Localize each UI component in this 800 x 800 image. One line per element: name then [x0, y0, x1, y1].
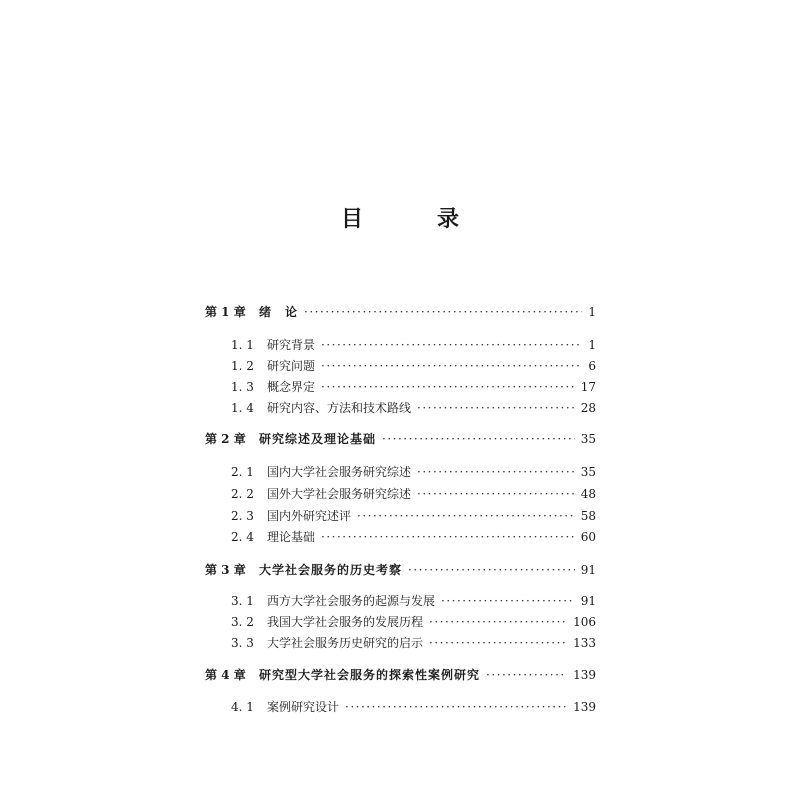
toc-title: 国外大学社会服务研究综述	[267, 487, 412, 501]
leader-dots	[417, 463, 575, 481]
toc-number: 2. 2	[231, 487, 254, 501]
toc-section-3-1[interactable]	[231, 592, 596, 610]
leader-dots	[321, 528, 575, 546]
toc-page-number: 133	[573, 636, 596, 650]
toc-number: 1. 1	[231, 338, 254, 352]
toc-section-1-3[interactable]	[231, 378, 596, 396]
leader-dots	[321, 378, 575, 396]
toc-chapter-4[interactable]	[205, 666, 596, 684]
leader-dots	[429, 634, 567, 652]
toc-section-1-1[interactable]	[231, 336, 596, 354]
toc-page-number: 1	[588, 338, 596, 352]
toc-title: 案例研究设计	[267, 700, 340, 714]
page-title: 目 录	[340, 206, 485, 232]
toc-number: 3. 3	[231, 636, 254, 650]
toc-number: 1. 2	[231, 359, 254, 373]
toc-number: 第 3 章	[205, 563, 246, 577]
toc-number: 第 4 章	[205, 668, 246, 682]
toc-page-number: 106	[573, 615, 596, 629]
leader-dots	[417, 399, 575, 417]
toc-page-number: 28	[580, 401, 596, 415]
toc-number: 第 2 章	[205, 432, 246, 446]
toc-page-number: 139	[573, 668, 596, 682]
toc-number: 1. 3	[231, 380, 254, 394]
toc-section-2-2[interactable]	[231, 485, 596, 503]
toc-title: 西方大学社会服务的起源与发展	[267, 594, 436, 608]
leader-dots	[441, 592, 575, 610]
toc-title: 研究内容、方法和技术路线	[267, 401, 412, 415]
toc-number: 第 1 章	[205, 305, 246, 319]
toc-chapter-1[interactable]	[205, 303, 596, 321]
leader-dots	[321, 357, 582, 375]
toc-section-2-4[interactable]	[231, 528, 596, 546]
leader-dots	[408, 561, 575, 579]
leader-dots	[382, 430, 575, 448]
toc-chapter-3[interactable]	[205, 561, 596, 579]
toc-title: 概念界定	[267, 380, 316, 394]
toc-title: 国内大学社会服务研究综述	[267, 465, 412, 479]
toc-page-number: 17	[580, 380, 596, 394]
toc-title: 大学社会服务的历史考察	[259, 563, 403, 577]
toc-title: 绪 论	[259, 305, 299, 319]
toc-title: 研究型大学社会服务的探索性案例研究	[259, 668, 481, 682]
toc-section-2-1[interactable]	[231, 463, 596, 481]
toc-title: 大学社会服务历史研究的启示	[267, 636, 424, 650]
toc-section-2-3[interactable]	[231, 507, 596, 525]
leader-dots	[357, 507, 575, 525]
leader-dots	[321, 336, 582, 354]
leader-dots	[486, 666, 567, 684]
toc-section-3-2[interactable]	[231, 613, 596, 631]
leader-dots	[304, 303, 582, 321]
toc-title: 研究问题	[267, 359, 316, 373]
toc-page-number: 91	[580, 563, 596, 577]
toc-chapter-2[interactable]	[205, 430, 596, 448]
toc-page-number: 6	[588, 359, 596, 373]
toc-number: 2. 4	[231, 530, 254, 544]
toc-section-1-2[interactable]	[231, 357, 596, 375]
leader-dots	[345, 698, 567, 716]
toc-title: 我国大学社会服务的发展历程	[267, 615, 424, 629]
toc-section-4-1[interactable]	[231, 698, 596, 716]
toc-page-number: 91	[580, 594, 596, 608]
toc-title: 国内外研究述评	[267, 509, 352, 523]
toc-number: 3. 1	[231, 594, 254, 608]
toc-page-number: 35	[580, 432, 596, 446]
toc-number: 1. 4	[231, 401, 254, 415]
toc-title: 研究背景	[267, 338, 316, 352]
toc-section-3-3[interactable]	[231, 634, 596, 652]
leader-dots	[429, 613, 567, 631]
toc-number: 2. 1	[231, 465, 254, 479]
toc-page-number: 35	[580, 465, 596, 479]
toc-page-number: 48	[580, 487, 596, 501]
toc-number: 3. 2	[231, 615, 254, 629]
toc-page-number: 58	[580, 509, 596, 523]
toc-title: 研究综述及理论基础	[259, 432, 377, 446]
toc-section-1-4[interactable]	[231, 399, 596, 417]
toc-number: 4. 1	[231, 700, 254, 714]
toc-page-number: 1	[588, 305, 596, 319]
toc-number: 2. 3	[231, 509, 254, 523]
toc-page-number: 139	[573, 700, 596, 714]
toc-page-number: 60	[580, 530, 596, 544]
leader-dots	[417, 485, 575, 503]
toc-title: 理论基础	[267, 530, 316, 544]
